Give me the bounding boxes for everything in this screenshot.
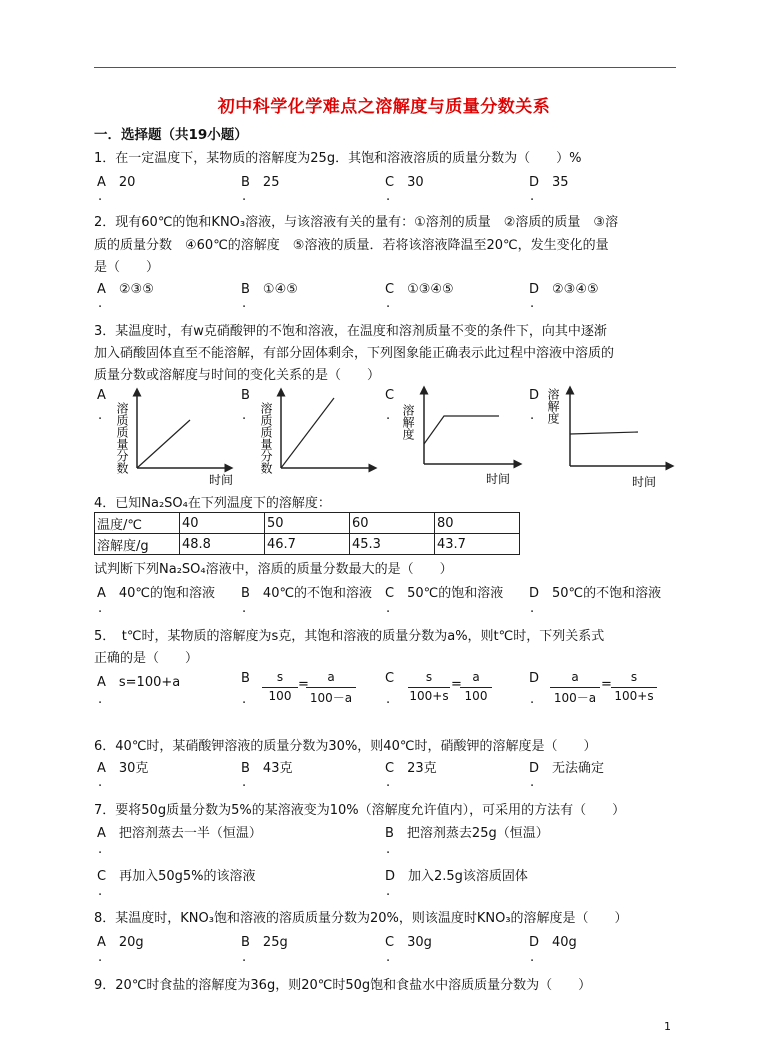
table-cell: 46.7 — [265, 534, 350, 555]
graph-c-ylabel: 溶解度 — [401, 404, 415, 440]
q6-dot-a: . — [98, 775, 103, 790]
q4-dot-d: . — [530, 601, 535, 616]
graph-a-ylabel: 溶质质量分数 — [115, 402, 129, 474]
q3-dot-a: . — [98, 408, 103, 423]
q4-stem-line2: 试判断下列Na₂SO₄溶液中，溶质的质量分数最大的是（ ） — [94, 562, 453, 577]
q5-dot-d: . — [530, 692, 535, 707]
q4-dot-c: . — [386, 601, 391, 616]
q2-stem-line3: 是（ ） — [94, 260, 160, 275]
q8-dot-d: . — [530, 950, 535, 965]
numerator: a — [327, 670, 335, 684]
denominator: 100+s — [409, 689, 449, 703]
graph-d-curve — [570, 432, 638, 434]
q8-option-b: B 25g — [241, 935, 288, 950]
numerator: s — [425, 670, 433, 684]
q4-option-c: C 50℃的饱和溶液 — [385, 586, 504, 601]
q5-b-equals: = — [298, 677, 309, 692]
q5-option-a: A s=100+a — [97, 675, 181, 690]
page-title: 初中科学化学难点之溶解度与质量分数关系 — [217, 97, 551, 117]
graph-c-curve — [424, 416, 499, 444]
denominator: 100－a — [553, 691, 597, 705]
fraction-bar — [408, 687, 450, 688]
q4-option-b: B 40℃的不饱和溶液 — [241, 586, 373, 601]
q4-option-a: A 40℃的饱和溶液 — [97, 586, 216, 601]
q6-option-a: A 30克 — [97, 761, 149, 776]
q3-stem-line1: 3．某温度时，有w克硝酸钾的不饱和溶液，在温度和溶剂质量不变的条件下，向其中逐渐 — [94, 324, 607, 339]
graph-a — [114, 388, 247, 488]
numerator: a — [571, 670, 579, 684]
q5-b-frac-right — [306, 670, 356, 704]
q5-dot-a: . — [98, 692, 103, 707]
q3-dot-d: . — [530, 408, 535, 423]
fraction-bar — [611, 687, 657, 688]
graph-b-ylabel: 溶质质量分数 — [259, 402, 273, 474]
q1-dot-c: . — [386, 189, 391, 204]
table-cell: 温度/℃ — [95, 513, 180, 534]
q3-option-d: D — [529, 388, 540, 403]
graph-b — [258, 388, 391, 488]
fraction-bar — [306, 687, 356, 688]
fraction-bar — [262, 687, 298, 688]
q2-option-a: A ②③⑤ — [97, 282, 154, 297]
page-number: 1 — [664, 1020, 671, 1033]
q3-option-a: A — [97, 388, 106, 403]
table-row — [95, 534, 520, 555]
table-cell: 80 — [435, 513, 520, 534]
q5-option-c: C — [385, 671, 395, 686]
q6-stem: 6．40℃时，某硝酸钾溶液的质量分数为30%，则40℃时，硝酸钾的溶解度是（ ） — [94, 739, 597, 754]
q8-option-a: A 20g — [97, 935, 144, 950]
table-cell: 60 — [350, 513, 435, 534]
solubility-table — [94, 512, 520, 555]
graph-a-curve — [137, 420, 190, 468]
header-rule — [94, 67, 676, 68]
q3-stem-line3: 质量分数或溶解度与时间的变化关系的是（ ） — [94, 368, 381, 383]
graph-c — [401, 386, 534, 490]
numerator: a — [472, 670, 480, 684]
denominator: 100－a — [309, 691, 353, 705]
q5-c-frac-left — [408, 670, 450, 704]
q6-option-d: D 无法确定 — [529, 761, 605, 776]
q5-d-frac-right — [611, 670, 657, 704]
table-cell: 48.8 — [180, 534, 265, 555]
q6-dot-c: . — [386, 775, 391, 790]
q1-dot-b: . — [242, 189, 247, 204]
denominator: 100+s — [614, 689, 654, 703]
q4-stem-line1: 4．已知Na₂SO₄在下列温度下的溶解度： — [94, 496, 331, 511]
q6-dot-d: . — [530, 775, 535, 790]
q7-dot-c: . — [98, 884, 103, 899]
table-cell: 溶解度/g — [95, 534, 180, 555]
q1-stem: 1．在一定温度下，某物质的溶解度为25g．其饱和溶液溶质的质量分数为（ ）% — [94, 151, 582, 166]
fraction-bar — [550, 687, 600, 688]
q9-stem: 9．20℃时食盐的溶解度为36g，则20℃时50g饱和食盐水中溶质质量分数为（ ） — [94, 978, 592, 993]
q5-b-frac-left — [262, 670, 298, 704]
q1-option-d: D 35 — [529, 175, 569, 190]
q8-dot-a: . — [98, 950, 103, 965]
q2-dot-d: . — [530, 296, 535, 311]
q1-dot-a: . — [98, 189, 103, 204]
q5-c-equals: = — [451, 677, 462, 692]
q3-dot-b: . — [242, 408, 247, 423]
q2-stem-line2: 质的质量分数 ④60℃的溶解度 ⑤溶液的质量．若将该溶液降温至20℃，发生变化的量 — [94, 238, 609, 253]
q7-option-a: A 把溶剂蒸去一半（恒温） — [97, 826, 262, 841]
q2-stem-line1: 2．现有60℃的饱和KNO₃溶液，与该溶液有关的量有：①溶剂的质量 ②溶质的质量 ③溶 — [94, 215, 619, 230]
table-cell: 50 — [265, 513, 350, 534]
q8-dot-c: . — [386, 950, 391, 965]
q5-d-equals: = — [601, 677, 612, 692]
table-cell: 43.7 — [435, 534, 520, 555]
q5-dot-c: . — [386, 692, 391, 707]
q7-option-d: D 加入2.5g该溶质固体 — [385, 869, 528, 884]
q7-option-c: C 再加入50g5%的该溶液 — [97, 869, 256, 884]
graph-d-xlabel: 时间 — [632, 475, 657, 489]
q2-option-c: C ①③④⑤ — [385, 282, 454, 297]
q5-option-d: D — [529, 671, 540, 686]
table-cell: 45.3 — [350, 534, 435, 555]
q2-option-b: B ①④⑤ — [241, 282, 298, 297]
q5-option-b: B — [241, 671, 250, 686]
denominator: 100 — [464, 689, 488, 703]
q7-dot-d: . — [386, 884, 391, 899]
q3-option-c: C — [385, 388, 395, 403]
q3-dot-c: . — [386, 408, 391, 423]
q5-stem-line1: 5． t℃时，某物质的溶解度为s克，其饱和溶液的质量分数为a%，则t℃时，下列关系式 — [94, 629, 605, 644]
numerator: s — [630, 670, 638, 684]
q7-dot-a: . — [98, 842, 103, 857]
q5-stem-line2: 正确的是（ ） — [94, 651, 199, 666]
graph-c-xlabel: 时间 — [486, 472, 511, 486]
q8-dot-b: . — [242, 950, 247, 965]
q6-option-c: C 23克 — [385, 761, 437, 776]
q1-option-a: A 20 — [97, 175, 136, 190]
q1-dot-d: . — [530, 189, 535, 204]
q7-stem: 7．要将50g质量分数为5%的某溶液变为10%（溶解度允许值内），可采用的方法有（ ） — [94, 803, 626, 818]
table-cell: 40 — [180, 513, 265, 534]
q6-dot-b: . — [242, 775, 247, 790]
q7-option-b: B 把溶剂蒸去25g（恒温） — [385, 826, 549, 841]
fraction-bar — [460, 687, 492, 688]
graph-a-xlabel: 时间 — [209, 473, 234, 487]
q2-dot-b: . — [242, 296, 247, 311]
graph-b-curve — [281, 398, 334, 468]
q4-dot-b: . — [242, 601, 247, 616]
q8-option-d: D 40g — [529, 935, 577, 950]
numerator: s — [276, 670, 284, 684]
q3-option-b: B — [241, 388, 250, 403]
q2-option-d: D ②③④⑤ — [529, 282, 599, 297]
q6-option-b: B 43克 — [241, 761, 293, 776]
q7-dot-b: . — [386, 842, 391, 857]
q4-option-d: D 50℃的不饱和溶液 — [529, 586, 662, 601]
graph-d-ylabel: 溶解度 — [546, 388, 560, 424]
q1-option-b: B 25 — [241, 175, 280, 190]
q5-c-frac-right — [460, 670, 492, 704]
q3-stem-line2: 加入硝酸固体直至不能溶解，有部分固体剩余，下列图象能正确表示此过程中溶液中溶质的 — [94, 346, 615, 361]
denominator: 100 — [268, 689, 292, 703]
graph-d — [546, 386, 682, 490]
q4-dot-a: . — [98, 601, 103, 616]
q8-option-c: C 30g — [385, 935, 432, 950]
q1-option-c: C 30 — [385, 175, 424, 190]
q5-dot-b: . — [242, 692, 247, 707]
q2-dot-a: . — [98, 296, 103, 311]
q8-stem: 8．某温度时，KNO₃饱和溶液的溶质质量分数为20%，则该温度时KNO₃的溶解度是（ ） — [94, 911, 628, 926]
q5-d-frac-left — [550, 670, 600, 704]
section-heading: 一．选择题（共19小题） — [94, 127, 248, 143]
table-row — [95, 513, 520, 534]
q2-dot-c: . — [386, 296, 391, 311]
